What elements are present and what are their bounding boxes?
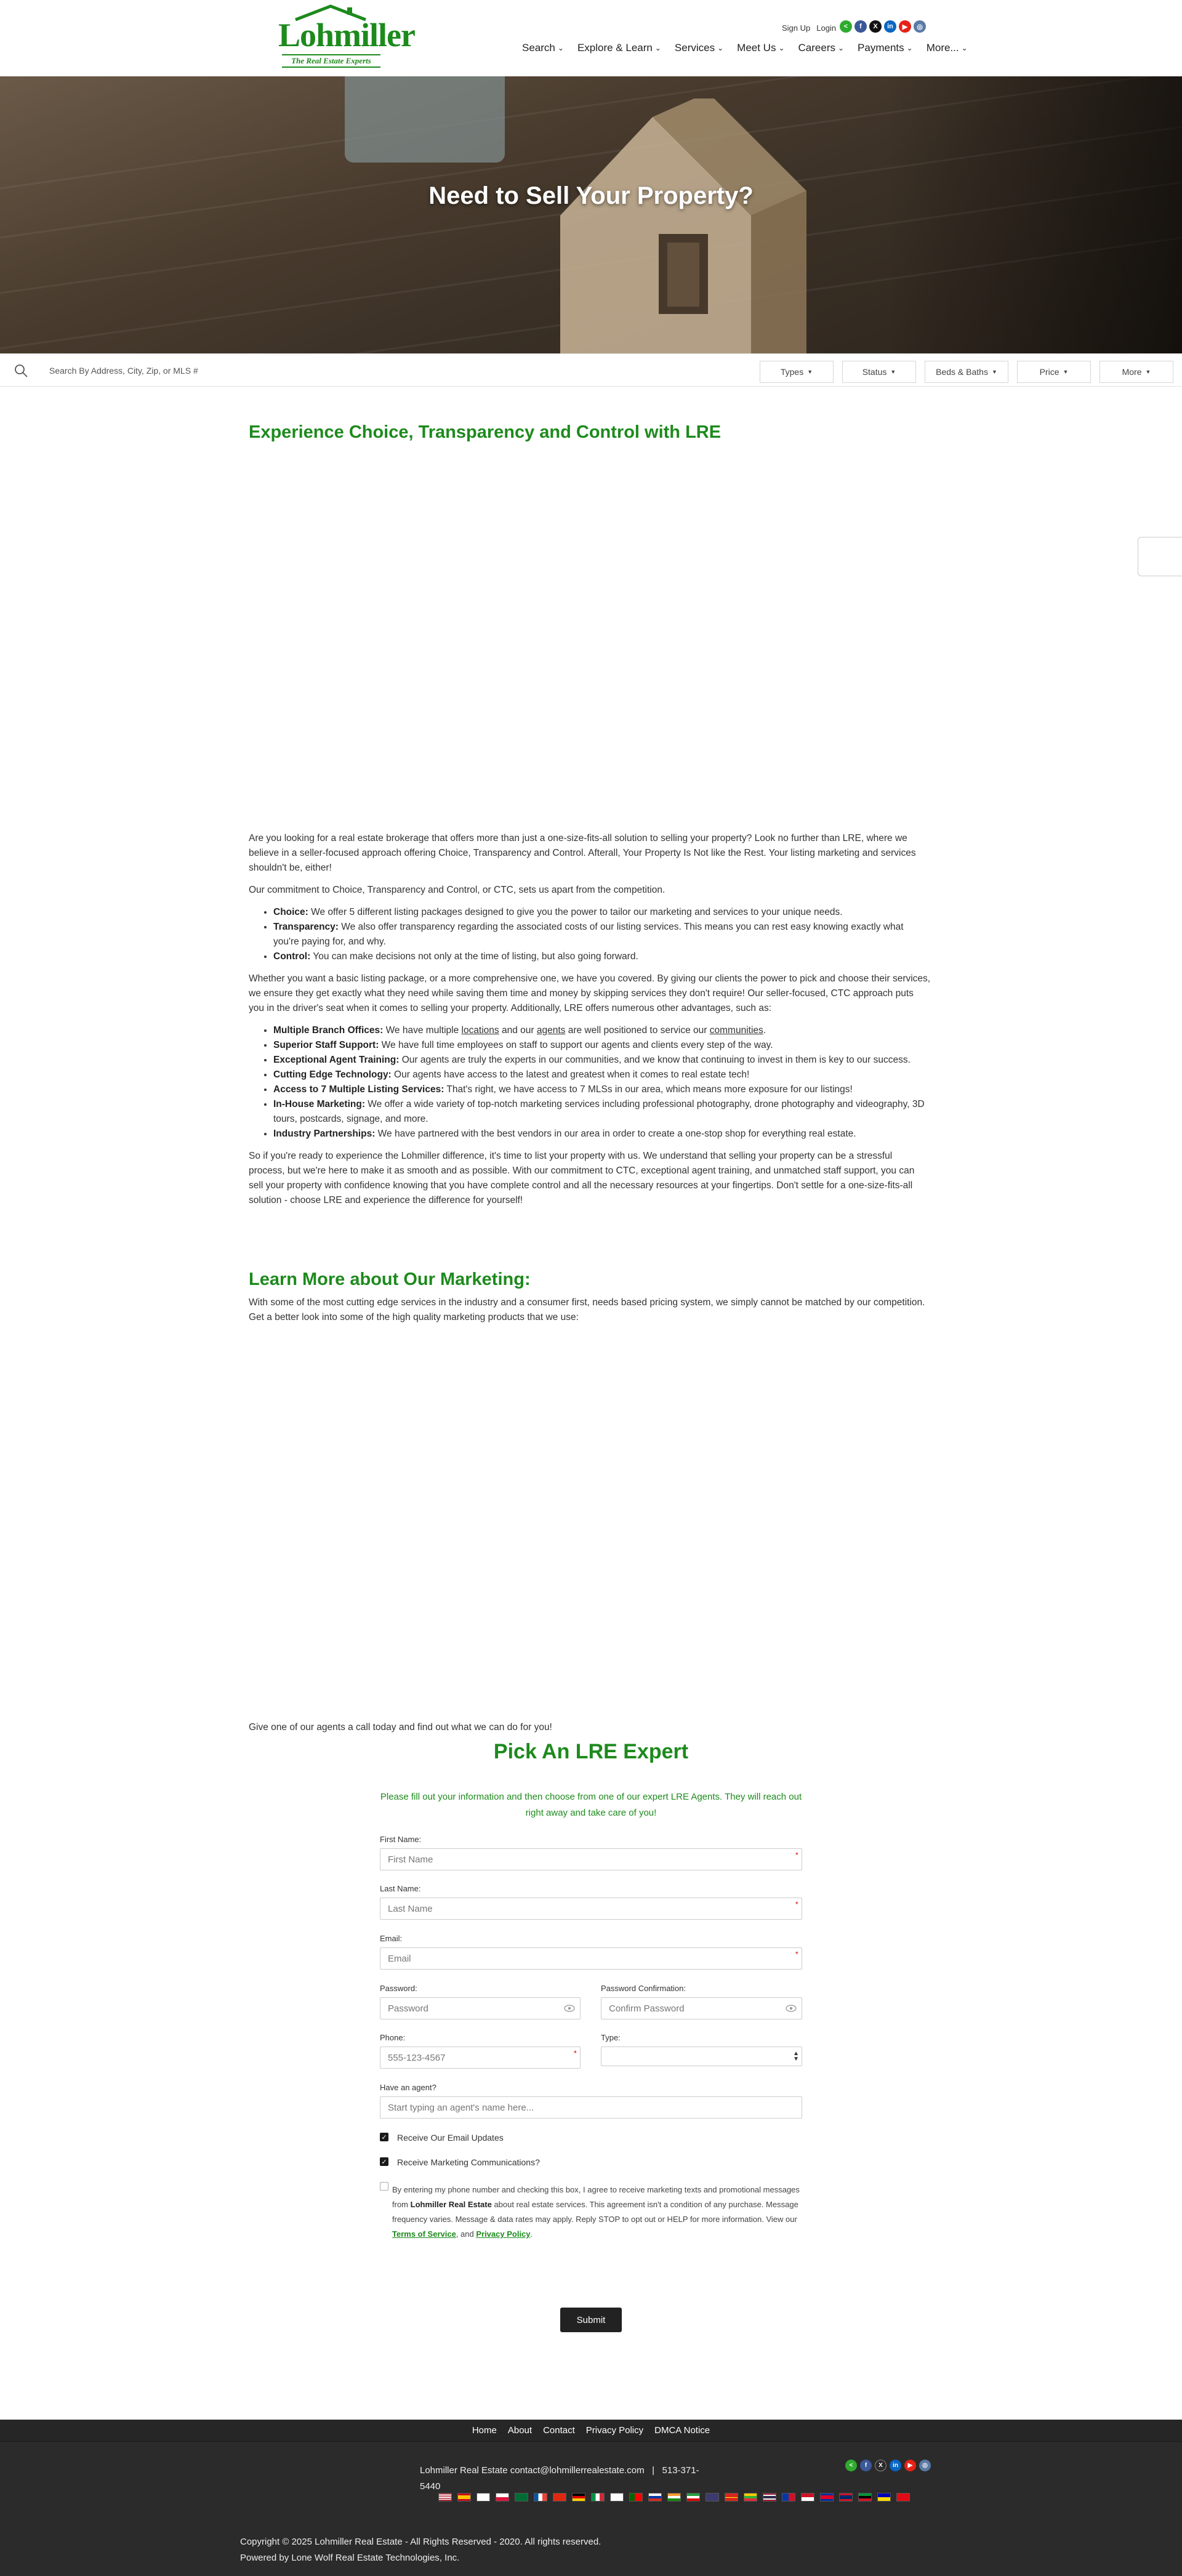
marketing-paragraph: With some of the most cutting edge services in the industry and a consumer first, needs based pricing system, we simply cannot be matched by our competition. Get a better look into some of the high quality marketing products that we use:	[249, 1297, 925, 1322]
nav-payments[interactable]	[858, 42, 913, 54]
facebook-icon[interactable]: f	[854, 20, 867, 33]
flag-ar-icon[interactable]	[515, 2493, 528, 2502]
password-label: Password:	[380, 1984, 417, 1993]
filter-label: Price	[1039, 367, 1059, 377]
caret-down-icon: ▼	[807, 369, 813, 375]
required-mark: *	[795, 1950, 798, 1958]
nav-services[interactable]	[675, 42, 723, 54]
facebook-icon[interactable]: f	[860, 2460, 872, 2471]
advantages-list	[249, 1023, 931, 1141]
flag-fa-icon[interactable]	[686, 2493, 700, 2502]
footer-link-home[interactable]: Home	[472, 2425, 497, 2436]
chevron-down-icon: ⌄	[961, 44, 968, 52]
flag-th-icon[interactable]	[763, 2493, 776, 2502]
list-item: • Cutting Edge Technology: Our agents have access to the latest and greatest when it comes to real estate tech!	[273, 1068, 931, 1082]
list-item: • Transparency: We also offer transparency regarding the associated costs of our listing services. This means you can rest easy knowing exactly what you're paying for, and why.	[273, 920, 931, 949]
required-mark: *	[574, 2049, 577, 2058]
flag-ja-icon[interactable]	[610, 2493, 624, 2502]
last-name-field[interactable]	[380, 1898, 802, 1920]
ctc-article	[249, 831, 931, 1215]
footer-link-about[interactable]: About	[507, 2425, 533, 2436]
linkedin-icon[interactable]: in	[884, 20, 896, 33]
hero-title: Need to Sell Your Property?	[428, 182, 754, 209]
agent-search-field[interactable]	[380, 2096, 802, 2119]
sms-consent-text: By entering my phone number and checking this box, I agree to receive marketing texts and promotional messages from Lohmiller Real Estate about real estate services. This agreement isn't a condition of any purchase. Message frequency varies. Message & data rates may apply. Reply STOP to opt out or HELP for more information. View our Terms of Service, and Privacy Policy.	[392, 2185, 800, 2239]
section-heading-ctc: Experience Choice, Transparency and Control with LRE	[249, 422, 722, 442]
flag-it-icon[interactable]	[591, 2493, 605, 2502]
form-subtitle: Please fill out your information and then choose from one of our expert LRE Agents. They will reach out right away and take care of you!	[380, 1792, 802, 1818]
chevron-down-icon: ⌄	[837, 44, 845, 52]
terms-of-service-link[interactable]: Terms of Service	[392, 2229, 456, 2239]
locations-link[interactable]: locations	[461, 1025, 499, 1036]
share-icon[interactable]: <	[845, 2460, 857, 2471]
password-confirmation-label: Password Confirmation:	[601, 1984, 686, 1993]
caret-down-icon: ▼	[991, 369, 997, 375]
footer-nav	[0, 2420, 1182, 2442]
flag-km-icon[interactable]	[820, 2493, 834, 2502]
first-name-field[interactable]	[380, 1848, 802, 1870]
flag-zh-icon[interactable]	[553, 2493, 566, 2502]
nav-careers[interactable]	[798, 42, 845, 54]
nav-explore-learn[interactable]	[577, 42, 661, 54]
site-logo[interactable]	[278, 4, 415, 65]
caret-down-icon: ▼	[890, 369, 896, 375]
chevron-down-icon: ⌄	[778, 44, 785, 52]
logo-wordmark: Lohmiller	[278, 17, 415, 54]
nav-label: Careers	[798, 42, 835, 54]
language-flags	[438, 2493, 910, 2502]
flag-pt-icon[interactable]	[629, 2493, 643, 2502]
communities-link[interactable]: communities	[709, 1025, 763, 1036]
separator: |	[652, 2465, 654, 2476]
flag-vi-icon[interactable]	[725, 2493, 738, 2502]
nav-label: Explore & Learn	[577, 42, 653, 54]
nav-label: Services	[674, 42, 715, 54]
x-icon[interactable]: X	[875, 2460, 886, 2471]
flag-es-icon[interactable]	[457, 2493, 471, 2502]
list-item: • Access to 7 Multiple Listing Services: That's right, we have access to 7 MLSs in our area, which means more exposure for our listings!	[273, 1082, 931, 1097]
footer-link-dmca[interactable]: DMCA Notice	[654, 2425, 710, 2436]
footer-link-privacy[interactable]: Privacy Policy	[585, 2425, 644, 2436]
show-password-eye-icon[interactable]	[786, 2005, 797, 2012]
ctc-list	[249, 905, 931, 964]
whether-paragraph: Whether you want a basic listing package, or a more comprehensive one, we have you covered. By giving our clients the power to pick and choose their services, we ensure they get exactly what they need while saving them time and money by skipping services they don't require! Our seller-focused, CTC approach puts you in the driver's seat when it comes to selling your property. Additionally, LRE offers numerous other advantages, such as:	[249, 973, 931, 1013]
chevron-down-icon: ⌄	[654, 44, 661, 52]
list-item: • Exceptional Agent Training: Our agents are truly the experts in our communities, and we know that continuing to invest in them is key to our success.	[273, 1053, 931, 1068]
flag-pl-icon[interactable]	[496, 2493, 509, 2502]
required-mark: *	[795, 1900, 798, 1909]
flag-lo-icon[interactable]	[839, 2493, 853, 2502]
list-item: • Industry Partnerships: We have partnered with the best vendors in our area in order to create a one-stop shop for everything real estate.	[273, 1127, 931, 1141]
main-nav	[522, 42, 968, 54]
filter-status[interactable]	[842, 361, 916, 383]
instagram-icon[interactable]: ◎	[919, 2460, 931, 2471]
nav-label: Meet Us	[737, 42, 776, 54]
section-heading-marketing: Learn More about Our Marketing:	[249, 1270, 531, 1289]
copyright-block	[240, 2534, 601, 2566]
instagram-icon[interactable]: ◎	[914, 20, 926, 33]
closing-paragraph: So if you're ready to experience the Lohmiller difference, it's time to list your property with us. We understand that selling your property can be a stressful process, but we're here to make it as smooth and as possible. With our commitment to CTC, exceptional agent training, and unmatched staff support, you can sell your property with confidence knowing that you have complete control and all the necessary resources at your fingertips. Don't settle for a one-size-fits-all solution - choose LRE and experience the difference for yourself!	[249, 1151, 915, 1205]
list-item: • In-House Marketing: We offer a wide variety of top-notch marketing services including professional photography, drone photography and videography, 3D tours, postcards, signage, and more.	[273, 1097, 931, 1127]
caret-down-icon: ▼	[1145, 369, 1151, 375]
marketing-intro	[249, 1295, 931, 1332]
flag-uk-icon[interactable]	[877, 2493, 891, 2502]
agent-label: Have an agent?	[380, 2083, 436, 2092]
footer-contact	[420, 2463, 709, 2495]
logo-tagline: The Real Estate Experts	[282, 54, 380, 68]
email-field[interactable]	[380, 1947, 802, 1970]
flag-en-icon[interactable]	[438, 2493, 452, 2502]
nav-label: Payments	[858, 42, 904, 54]
marketing-cta	[249, 1720, 931, 1742]
flag-ko-icon[interactable]	[476, 2493, 490, 2502]
login-link[interactable]: Login	[816, 23, 837, 33]
caret-down-icon: ▼	[1063, 369, 1069, 375]
nav-label: Search	[522, 42, 555, 54]
flag-sw-icon[interactable]	[858, 2493, 872, 2502]
hero-banner	[0, 76, 1182, 353]
search-icon[interactable]	[14, 363, 28, 378]
footer-social-links	[845, 2460, 931, 2471]
filter-price[interactable]	[1017, 361, 1091, 383]
youtube-icon[interactable]: ▶	[904, 2460, 916, 2471]
site-header	[0, 0, 1182, 76]
privacy-policy-link[interactable]: Privacy Policy	[476, 2229, 531, 2239]
powered-by-text: Powered by Lone Wolf Real Estate Technologies, Inc.	[240, 2553, 460, 2563]
property-search-bar	[0, 353, 1182, 387]
first-name-label: First Name:	[380, 1835, 422, 1844]
password-field[interactable]	[380, 1997, 581, 2019]
copyright-text: Copyright © 2025 Lohmiller Real Estate - All Rights Reserved - 2020. All rights reserved.	[240, 2537, 601, 2547]
filter-label: Status	[862, 367, 887, 377]
last-name-label: Last Name:	[380, 1884, 421, 1893]
type-label: Type:	[601, 2033, 621, 2042]
flag-my-icon[interactable]	[744, 2493, 757, 2502]
flag-ru-icon[interactable]	[648, 2493, 662, 2502]
chevron-down-icon: ⌄	[906, 44, 913, 52]
footer-link-contact[interactable]: Contact	[543, 2425, 575, 2436]
sms-consent-checkbox[interactable]	[380, 2182, 388, 2191]
select-arrows-icon: ▲ ▼	[793, 2050, 799, 2063]
nav-search[interactable]	[522, 42, 564, 54]
header-social-links	[840, 20, 926, 33]
email-updates-label: Receive Our Email Updates	[397, 2133, 504, 2143]
intro-paragraph: Are you looking for a real estate brokerage that offers more than just a one-size-fits-all solution to selling your property? Look no further than LRE, where we believe in a seller-focused approach offering Choice, Transparency and Control. Afterall, Your Property Is Not like the Rest. Your listing marketing and services shouldn't be, either!	[249, 833, 916, 873]
nav-label: More...	[926, 42, 959, 54]
flag-id-icon[interactable]	[801, 2493, 814, 2502]
flag-fil-icon[interactable]	[782, 2493, 795, 2502]
marketing-communications-checkbox[interactable]: ✓	[380, 2157, 388, 2166]
filter-label: Beds & Baths	[936, 367, 988, 377]
linkedin-icon[interactable]: in	[890, 2460, 901, 2471]
contact-email[interactable]: contact@lohmillerrealestate.com	[510, 2465, 645, 2476]
cta-paragraph: Give one of our agents a call today and find out what we can do for you!	[249, 1722, 552, 1733]
filter-label: More	[1122, 367, 1142, 377]
agents-link[interactable]: agents	[536, 1025, 566, 1036]
account-links	[782, 23, 842, 33]
flag-fr-icon[interactable]	[534, 2493, 547, 2502]
list-item: • Multiple Branch Offices: We have multiple locations and our agents are well positioned to service our communities.	[273, 1023, 931, 1038]
marketing-communications-label: Receive Marketing Communications?	[397, 2157, 540, 2167]
chevron-down-icon: ⌄	[717, 44, 724, 52]
company-name: Lohmiller Real Estate	[420, 2465, 508, 2476]
show-password-eye-icon[interactable]	[564, 2005, 575, 2012]
phone-label: Phone:	[380, 2033, 406, 2042]
filter-types[interactable]	[760, 361, 834, 383]
filter-label: Types	[780, 367, 804, 377]
flag-hi-icon[interactable]	[667, 2493, 681, 2502]
share-icon[interactable]: <	[840, 20, 852, 33]
property-search-input[interactable]	[49, 361, 745, 380]
password-confirmation-field[interactable]	[601, 1997, 802, 2019]
type-select[interactable]	[601, 2047, 802, 2066]
flag-tr-icon[interactable]	[896, 2493, 910, 2502]
list-item: • Choice: We offer 5 different listing packages designed to give you the power to tailor our marketing and services to your unique needs.	[273, 905, 931, 920]
filter-beds-baths[interactable]	[925, 361, 1008, 383]
list-item: • Control: You can make decisions not only at the time of listing, but also going forward.	[273, 949, 931, 964]
commitment-paragraph: Our commitment to Choice, Transparency and Control, or CTC, sets us apart from the competition.	[249, 885, 665, 895]
contact-phone[interactable]: 513-371-5440	[420, 2465, 699, 2492]
required-mark: *	[795, 1851, 798, 1859]
form-title: Pick An LRE Expert	[493, 1740, 689, 1763]
nav-meet-us[interactable]	[737, 42, 784, 54]
phone-field[interactable]	[380, 2047, 581, 2069]
wooden-house-image	[548, 99, 819, 353]
flag-tl-icon[interactable]	[706, 2493, 719, 2502]
email-updates-checkbox[interactable]: ✓	[380, 2133, 388, 2141]
flag-de-icon[interactable]	[572, 2493, 585, 2502]
key-shape	[345, 76, 505, 163]
list-item: • Superior Staff Support: We have full time employees on staff to support our agents and clients every step of the way.	[273, 1038, 931, 1053]
filter-more[interactable]	[1100, 361, 1173, 383]
email-label: Email:	[380, 1934, 403, 1943]
sign-up-link[interactable]: Sign Up	[782, 23, 811, 33]
floating-side-widget[interactable]	[1138, 537, 1182, 576]
chevron-down-icon: ⌄	[557, 44, 564, 52]
youtube-icon[interactable]: ▶	[899, 20, 911, 33]
x-icon[interactable]: X	[869, 20, 882, 33]
submit-button[interactable]: Submit	[560, 2308, 622, 2332]
nav-more[interactable]	[927, 42, 968, 54]
